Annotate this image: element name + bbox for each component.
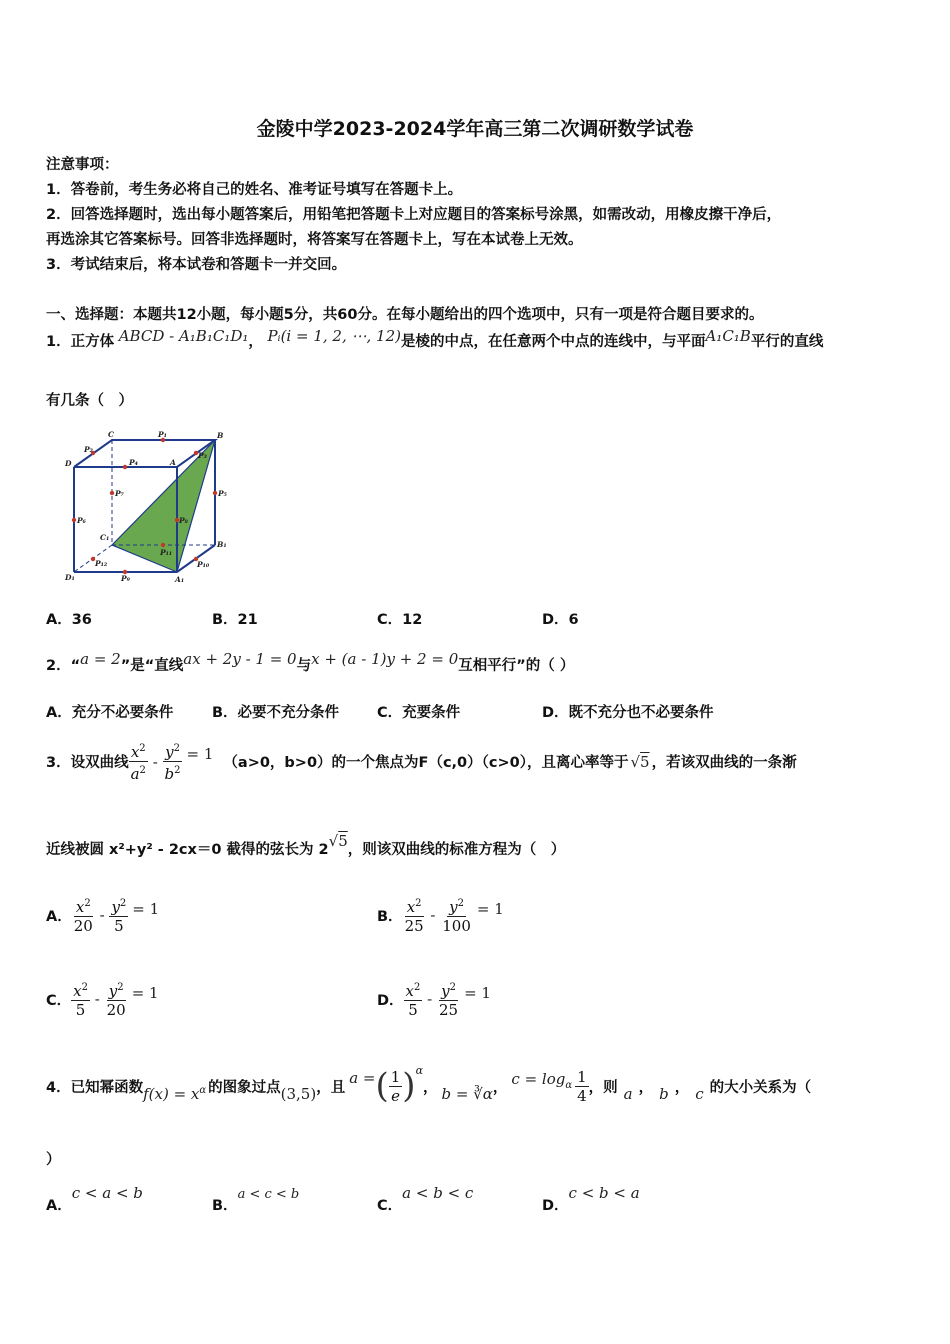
q4-mid2: ，且 (316, 1079, 346, 1096)
q3-text2: ，若该双曲线的一条渐 (651, 755, 797, 771)
label-p4: P₄ (129, 458, 138, 467)
label-p11: P₁₁ (160, 548, 173, 557)
q3-option-d-b2: 25 (439, 1001, 459, 1019)
label-p7: P₇ (115, 489, 124, 498)
q3-option-d-a2: 5 (408, 1001, 418, 1019)
q3-option-d-label: D． (377, 992, 404, 1009)
q3-text1: （a>0，b>0）的一个焦点为F（c,0）（c>0），且离心率等于 (223, 755, 629, 771)
question-3: 3．设双曲线 $\frac{x^2}{a^2}$ - $\frac{y^2}{b^2}$ = 1 （a>0，b>0）的一个焦点为F（c,0）（c>0），且离心率等于 √5 ，若该双曲线的一条渐 (46, 740, 797, 783)
q4-b-def: b = ∛α (441, 1085, 493, 1103)
label-p3: P₃ (198, 451, 207, 460)
q3-option-a[interactable]: A． $\frac{x^2}{20}$ - $\frac{y^2}{5}$ = 1 (46, 895, 159, 935)
q1-prefix: 1．正方体 (46, 334, 115, 350)
q4-option-d[interactable] (542, 1182, 640, 1214)
q2-prefix: 2．“ (46, 658, 81, 674)
label-d1: D₁ (65, 573, 75, 582)
notice-heading: 注意事项： (46, 157, 119, 173)
label-b: B (217, 431, 224, 440)
label-a: A (170, 458, 176, 467)
q4-option-d-expr: c < b < a (568, 1184, 640, 1202)
q1-end: 平行的直线 (750, 334, 824, 350)
q4-func: f(x) = x (143, 1085, 200, 1103)
q3-line2b: ，则该双曲线的标准方程为（ ） (347, 842, 566, 858)
q3-sqrt5: 5 (640, 752, 650, 771)
notice-item: 2．回答选择题时，选出每小题答案后，用铅笔把答题卡上对应题目的答案标号涂黑，如需改动，用橡皮擦干净后， (46, 207, 782, 223)
label-p12: P₁₂ (95, 559, 108, 568)
q3-option-a-a2: 20 (73, 917, 93, 935)
q3-option-a-label: A． (46, 908, 72, 925)
q4-option-b-label: B． (212, 1198, 238, 1214)
q3-option-a-b2: 5 (114, 917, 124, 935)
q2-option-c[interactable]: C．充要条件 (377, 705, 461, 721)
q3-option-c-b2: 20 (106, 1001, 126, 1019)
q1-line2: 有几条（ ） (46, 393, 133, 409)
q1-option-b[interactable]: B．21 (212, 612, 258, 628)
q1-option-c[interactable]: C．12 (377, 612, 423, 628)
q3-option-b[interactable]: B． $\frac{x^2}{25}$ - $\frac{y^2}{100}$ = 1 (377, 895, 504, 935)
q2-option-b[interactable]: B．必要不充分条件 (212, 705, 340, 721)
q2-line2: x + (a - 1)y + 2 = 0 (311, 650, 459, 668)
q4-option-a[interactable] (46, 1182, 143, 1214)
cube-figure (60, 425, 240, 590)
question-2 (46, 650, 575, 675)
label-c1: C₁ (100, 533, 110, 542)
page-title: 金陵中学2023-2024学年高三第二次调研数学试卷 (256, 118, 694, 140)
q3-option-b-a2: 25 (404, 917, 424, 935)
q3-eq-end: = 1 (186, 744, 214, 763)
q4-option-c-expr: a < b < c (402, 1184, 474, 1202)
q1-points: Pᵢ(i = 1, 2, ⋯, 12) (267, 327, 401, 345)
q2-end: 互相平行”的（ ） (458, 658, 575, 674)
q4-prefix: 4．已知幂函数 (46, 1079, 144, 1096)
q4-option-a-label: A． (46, 1198, 72, 1214)
q4-option-b[interactable] (212, 1182, 300, 1214)
label-a1: A₁ (175, 575, 185, 584)
q3-option-b-b2: 100 (442, 917, 471, 935)
q4-option-b-expr: a < c < b (237, 1187, 300, 1202)
q4-point: (3,5) (280, 1085, 317, 1103)
label-b1: B₁ (217, 540, 227, 549)
q4-a-def: a = (349, 1069, 376, 1087)
q2-option-d[interactable]: D．既不充分也不必要条件 (542, 705, 714, 721)
q3-option-c-a2: 5 (75, 1001, 86, 1019)
q3-option-d[interactable]: D． $\frac{x^2}{5}$ - $\frac{y^2}{25}$ = 1 (377, 979, 491, 1019)
q4-option-a-expr: c < a < b (71, 1184, 143, 1202)
q4-end2: 的大小关系为（ (709, 1079, 812, 1096)
label-p6: P₆ (77, 516, 86, 525)
q1-plane: A₁C₁B (705, 327, 751, 345)
q3-line2: 近线被圆 x²+y² - 2cx＝0 截得的弦长为 2 √5 ，则该双曲线的标准方程为（ ） (46, 831, 566, 858)
q2-line1: ax + 2y - 1 = 0 (183, 650, 297, 668)
notice-item: 3．考试结束后，将本试卷和答题卡一并交回。 (46, 257, 347, 273)
q4-c-def: c = log (511, 1069, 566, 1088)
notice-item: 再选涂其它答案标号。回答非选择题时，将答案写在答题卡上，写在本试卷上无效。 (46, 232, 583, 248)
q3-option-c-label: C． (46, 992, 72, 1009)
section-heading: 一、选择题：本题共12小题，每小题5分，共60分。在每小题给出的四个选项中，只有一项是符合题目要求的。 (46, 307, 764, 323)
q4-end1: ，则 (588, 1079, 618, 1096)
q3-line2a: 近线被圆 x²+y² - 2cx＝0 截得的弦长为 2 (46, 842, 329, 858)
question-1 (46, 327, 824, 351)
q3-prefix: 3．设双曲线 (46, 755, 129, 771)
q1-cube: ABCD - A₁B₁C₁D₁ (118, 327, 249, 345)
q3-option-c[interactable]: C． $\frac{x^2}{5}$ - $\frac{y^2}{20}$ = 1 (46, 979, 159, 1019)
label-p5: P₅ (218, 489, 227, 498)
label-p8: P₈ (179, 516, 188, 525)
question-4: 4．已知幂函数 $f(x) = x^\alpha$ 的图象过点 (3,5) ，且 a = ( $\frac{1}{e}$ ) α ， b = ∛α ， $c = \log_\alpha$ $\frac{1}{4}$ ，则 a ， b ， c 的大小关系为（ (46, 1063, 812, 1106)
q2-mid1: ”是“直线 (120, 658, 184, 674)
q4-func-exp: α (199, 1085, 207, 1096)
q4-line2: ） (46, 1152, 61, 1168)
q2-cond: a = 2 (80, 650, 121, 668)
label-p10: P₁₀ (197, 560, 210, 569)
label-p2: P₂ (84, 445, 93, 454)
q4-option-d-label: D． (542, 1198, 569, 1214)
q4-option-c[interactable] (377, 1182, 474, 1214)
q2-option-a[interactable]: A．充分不必要条件 (46, 705, 174, 721)
q1-sep: ， (248, 334, 263, 350)
q3-option-b-label: B． (377, 908, 403, 925)
q4-option-c-label: C． (377, 1198, 403, 1214)
label-p9: P₉ (121, 574, 130, 583)
q1-mid: 是棱的中点，在任意两个中点的连线中，与平面 (400, 334, 706, 350)
q1-option-d[interactable]: D．6 (542, 612, 579, 628)
notice-item: 1．答卷前，考生务必将自己的姓名、准考证号填写在答题卡上。 (46, 182, 463, 198)
q1-option-a[interactable]: A．36 (46, 612, 92, 628)
label-d: D (65, 459, 72, 468)
label-p1: P₁ (158, 430, 167, 439)
q4-mid1: 的图象过点 (208, 1079, 281, 1096)
label-c: C (108, 430, 114, 439)
q2-mid2: 与 (296, 658, 312, 674)
